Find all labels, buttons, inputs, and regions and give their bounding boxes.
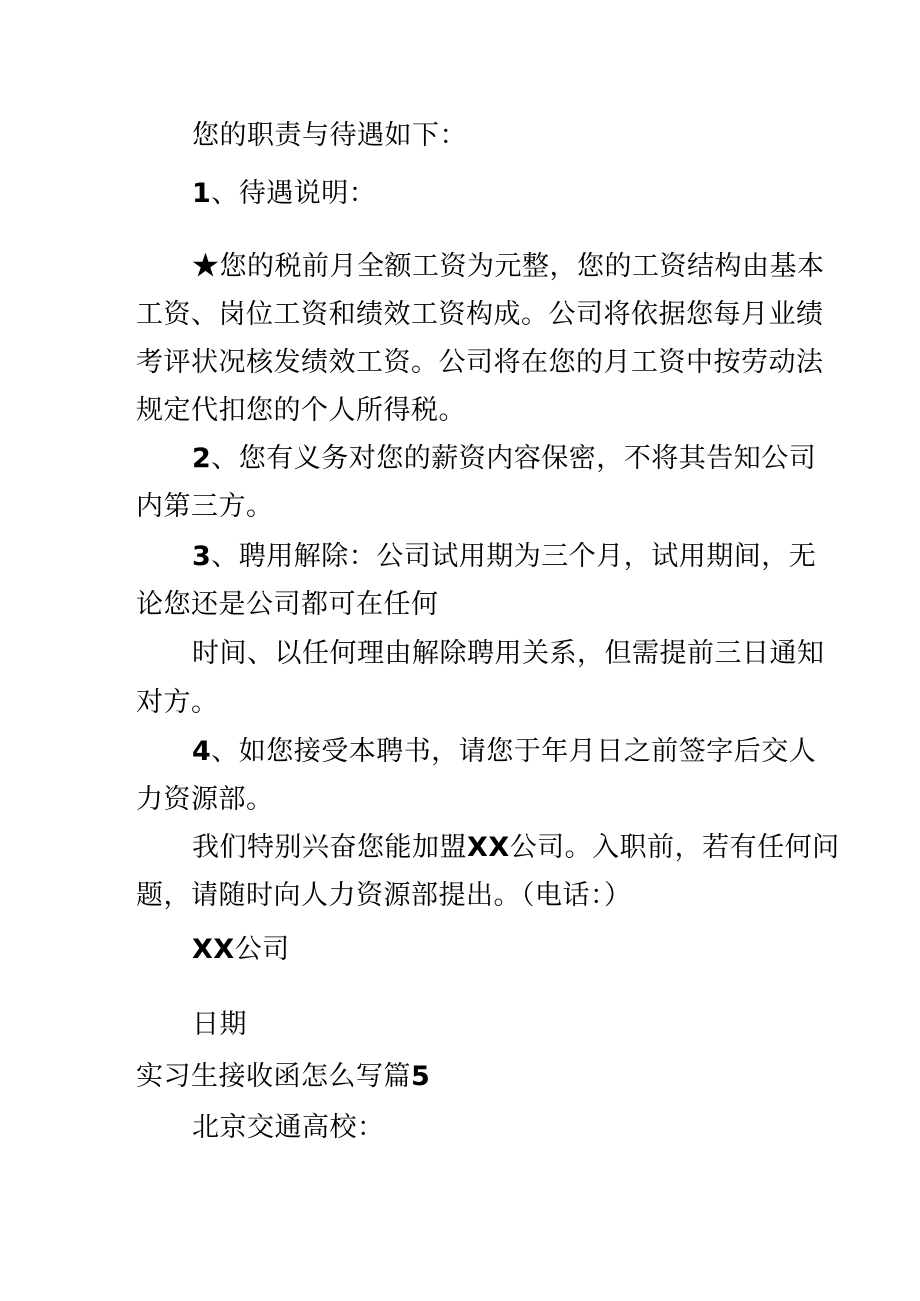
section-3-line-1: 3、聘用解除：公司试用期为三个月，试用期间，无 bbox=[192, 541, 817, 572]
section-2-line-2: 内第三方。 bbox=[136, 491, 274, 522]
closing-line-2: 题，请随时向人力资源部提出。（电话：） bbox=[136, 880, 632, 911]
signature-company: XX公司 bbox=[192, 934, 290, 965]
next-salutation: 北京交通高校： bbox=[192, 1112, 385, 1143]
star-paragraph-line-1: ★您的税前月全额工资为元整，您的工资结构由基本 bbox=[192, 251, 825, 282]
section-3-line-4: 对方。 bbox=[136, 687, 219, 718]
section-3-line-2: 论您还是公司都可在任何 bbox=[136, 589, 439, 620]
date-label: 日期 bbox=[192, 1009, 247, 1040]
section-4-line-2: 力资源部。 bbox=[136, 784, 274, 815]
star-paragraph-line-3: 考评状况核发绩效工资。公司将在您的月工资中按劳动法 bbox=[136, 347, 824, 378]
star-paragraph-line-2: 工资、岗位工资和绩效工资构成。公司将依据您每月业绩 bbox=[136, 299, 824, 330]
section-2-line-1: 2、您有义务对您的薪资内容保密，不将其告知公司 bbox=[192, 443, 817, 474]
intro-line: 您的职责与待遇如下： bbox=[192, 120, 467, 151]
section-3-line-3: 时间、以任何理由解除聘用关系，但需提前三日通知 bbox=[192, 638, 825, 669]
closing-line-1: 我们特别兴奋您能加盟XX公司。入职前，若有任何问 bbox=[192, 832, 840, 863]
section-1-heading: 1、待遇说明： bbox=[192, 178, 377, 209]
next-section-title: 实习生接收函怎么写篇5 bbox=[136, 1061, 431, 1092]
star-paragraph-line-4: 规定代扣您的个人所得税。 bbox=[136, 395, 466, 426]
section-4-line-1: 4、如您接受本聘书，请您于年月日之前签字后交人 bbox=[192, 736, 817, 767]
